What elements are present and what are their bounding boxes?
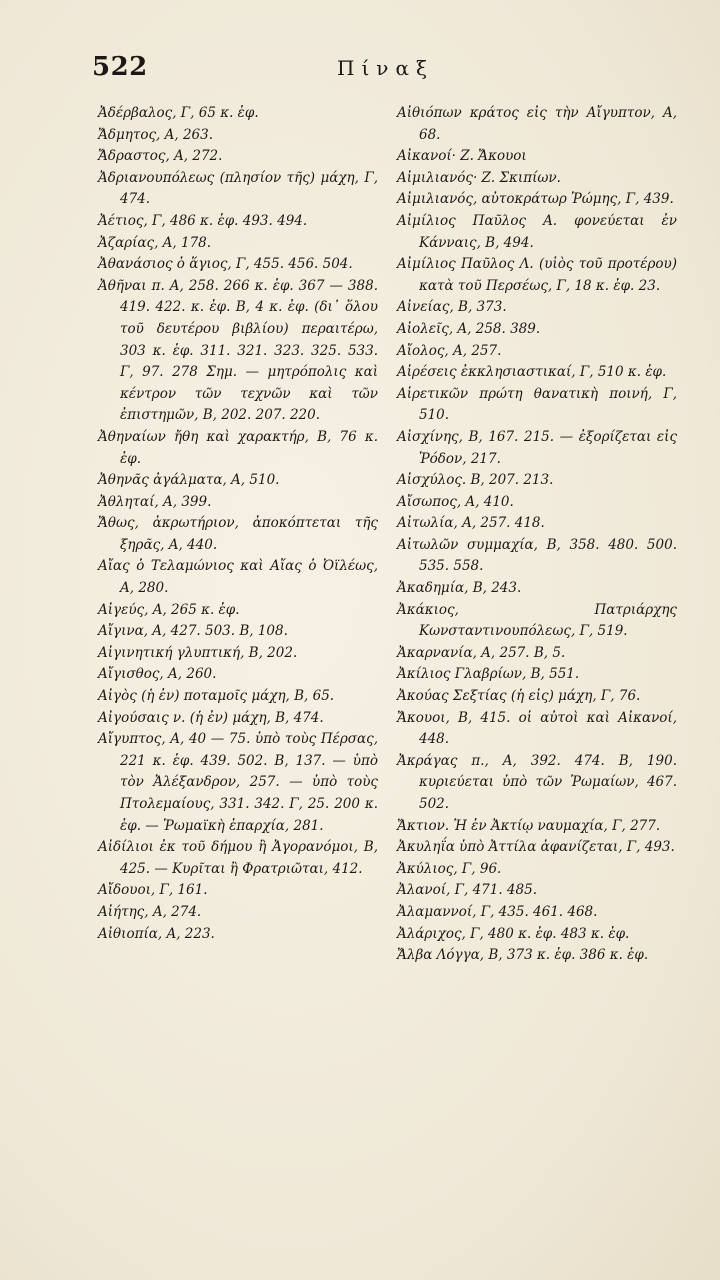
index-entry: Αἰσχίνης, Β, 167. 215. — ἐξορίζεται εἰς Ῥόδον, 217. <box>397 428 677 467</box>
index-entry: Ἀλανοί, Γ, 471. 485. <box>397 882 537 899</box>
index-entry: Αἴολος, Α, 257. <box>397 342 502 359</box>
page-number: 522 <box>92 52 148 82</box>
index-entry: Αἰγούσαις ν. (ἡ ἐν) μάχη, Β, 474. <box>98 709 324 726</box>
index-entry: Ἀδριανουπόλεως (πλησίον τῆς) μάχη, Γ, 474. <box>98 169 378 208</box>
index-entry: Ἀκαρνανία, Α, 257. Β, 5. <box>397 644 566 661</box>
page-header <box>0 52 720 92</box>
index-entry: Αἴγυπτος, Α, 40 — 75. ὑπὸ τοὺς Πέρσας, 221 κ. ἑφ. 439. 502. Β, 137. — ὑπὸ τὸν Ἀλέξανδρον, 257. — ὑπὸ τοὺς Πτολεμαίους, 331. 342. Γ, 25. 200 κ. ἑφ. — Ῥωμαϊκὴ ἐπαρχία, 281. <box>98 731 378 834</box>
index-entry: Αἰμίλιος Παῦλος Λ. (υἱὸς τοῦ προτέρου) κατὰ τοῦ Περσέως, Γ, 18 κ. ἑφ. 23. <box>397 256 677 294</box>
index-column-left <box>98 103 378 945</box>
index-entry: Ἀκούας Σεξτίας (ἡ εἰς) μάχη, Γ, 76. <box>397 688 641 705</box>
index-entry: Ἀκαδημία, Β, 243. <box>397 580 522 597</box>
index-column-right <box>397 103 677 967</box>
index-entry: Αἰδίλιοι ἐκ τοῦ δήμου ἢ Ἀγορανόμοι, Β, 425. — Κυρῖται ἢ Φρατριῶται, 412. <box>98 839 378 877</box>
index-entry: Ἀκύλιος, Γ, 96. <box>397 860 502 877</box>
index-entry: Ἀκυληΐα ὑπὸ Ἀττίλα ἀφανίζεται, Γ, 493. <box>397 839 675 856</box>
index-entry: Ἄκτιον. Ἡ ἐν Ἀκτίῳ ναυμαχία, Γ, 277. <box>397 817 661 834</box>
index-entry: Αἰήτης, Α, 274. <box>98 903 202 920</box>
index-entry: Ἀθηναίων ἤθη καὶ χαρακτήρ, Β, 76 κ. ἑφ. <box>98 428 378 467</box>
index-entry: Αἰμίλιος Παῦλος Α. φονεύεται ἐν Κάνναις, Β, 494. <box>397 212 677 251</box>
index-entry: Αἰθιοπία, Α, 223. <box>98 925 215 942</box>
index-entry: Αἴδουοι, Γ, 161. <box>98 882 208 899</box>
page-title: Πίναξ <box>337 56 434 80</box>
index-entry: Ἄκουοι, Β, 415. οἱ αὐτοὶ καὶ Αἰκανοί, 448. <box>397 709 677 748</box>
index-entry: Αἰνείας, Β, 373. <box>397 299 507 316</box>
index-entry: Αἰτωλία, Α, 257. 418. <box>397 515 545 532</box>
index-entry: Αἰμιλιανός, αὐτοκράτωρ Ῥώμης, Γ, 439. <box>397 191 674 208</box>
index-entry: Αἴγινα, Α, 427. 503. Β, 108. <box>98 623 288 640</box>
index-entry: Ἀζαρίας, Α, 178. <box>98 234 212 251</box>
index-entry: Αἴας ὁ Τελαμώνιος καὶ Αἴας ὁ Ὀϊλέως, Α, 280. <box>98 558 378 597</box>
index-entry: Ἄδραστος, Α, 272. <box>98 148 223 165</box>
index-entry: Αἰσχύλος. Β, 207. 213. <box>397 472 554 489</box>
index-entry: Αἴσωπος, Α, 410. <box>397 493 514 510</box>
index-entry: Αἰμιλιανός· Ζ. Σκιπίων. <box>397 169 561 186</box>
index-entry: Ἀκίλιος Γλαβρίων, Β, 551. <box>397 666 580 683</box>
index-entry: Ἀθληταί, Α, 399. <box>98 493 212 510</box>
index-entry: Αἰθιόπων κράτος εἰς τὴν Αἴγυπτον, Α, 68. <box>397 105 677 143</box>
index-entry: Ἀθῆναι π. Α, 258. 266 κ. ἑφ. 367 — 388. 419. 422. κ. ἑφ. Β, 4 κ. ἑφ. (δι᾽ ὅλου τοῦ δευτέρου βιβλίου) περαιτέρω, 303 κ. ἑφ. 311. 321. 323. 325. 533. Γ, 97. 278 Σημ. — μητρόπολις καὶ κέντρον τῶν τεχνῶν καὶ τῶν ἐπιστημῶν, Β, 202. 207. 220. <box>98 277 378 424</box>
index-entry: Αἱρέσεις ἐκκλησιαστικαί, Γ, 510 κ. ἑφ. <box>397 364 667 381</box>
index-entry: Ἀκράγας π., Α, 392. 474. Β, 190. κυριεύεται ὑπὸ τῶν Ῥωμαίων, 467. 502. <box>397 752 677 812</box>
index-entry: Αἰγινητική γλυπτική, Β, 202. <box>98 644 298 661</box>
index-entry: Ἀκάκιος, Πατριάρχης Κωνσταντινουπόλεως, Γ, 519. <box>397 601 677 640</box>
index-entry: Αἴγισθος, Α, 260. <box>98 666 217 683</box>
index-entry: Αἰκανοί· Ζ. Ἄκουοι <box>397 148 527 165</box>
index-entry: Αἰολεῖς, Α, 258. 389. <box>397 320 541 337</box>
index-entry: Ἀλάριχος, Γ, 480 κ. ἑφ. 483 κ. ἑφ. <box>397 925 630 942</box>
index-entry: Ἄθως, ἀκρωτήριον, ἀποκόπτεται τῆς ξηρᾶς, Α, 440. <box>98 515 378 553</box>
index-entry: Ἀθηνᾶς ἀγάλματα, Α, 510. <box>98 472 280 489</box>
index-entry: Αἰγὸς (ἡ ἐν) ποταμοῖς μάχη, Β, 65. <box>98 688 335 705</box>
index-entry: Ἄδμητος, Α, 263. <box>98 126 214 143</box>
index-entry: Ἄλβα Λόγγα, Β, 373 κ. ἑφ. 386 κ. ἑφ. <box>397 947 649 964</box>
index-entry: Ἀλαμαννοί, Γ, 435. 461. 468. <box>397 903 598 920</box>
index-entry: Ἀέτιος, Γ, 486 κ. ἑφ. 493. 494. <box>98 212 308 229</box>
index-entry: Αἱρετικῶν πρώτη θανατικὴ ποινή, Γ, 510. <box>397 385 677 424</box>
index-entry: Αἰγεύς, Α, 265 κ. ἑφ. <box>98 601 240 618</box>
index-entry: Ἀθανάσιος ὁ ἅγιος, Γ, 455. 456. 504. <box>98 256 353 273</box>
index-entry: Αἰτωλῶν συμμαχία, Β, 358. 480. 500. 535. 558. <box>397 536 677 575</box>
index-entry: Ἀδέρβαλος, Γ, 65 κ. ἑφ. <box>98 105 259 121</box>
